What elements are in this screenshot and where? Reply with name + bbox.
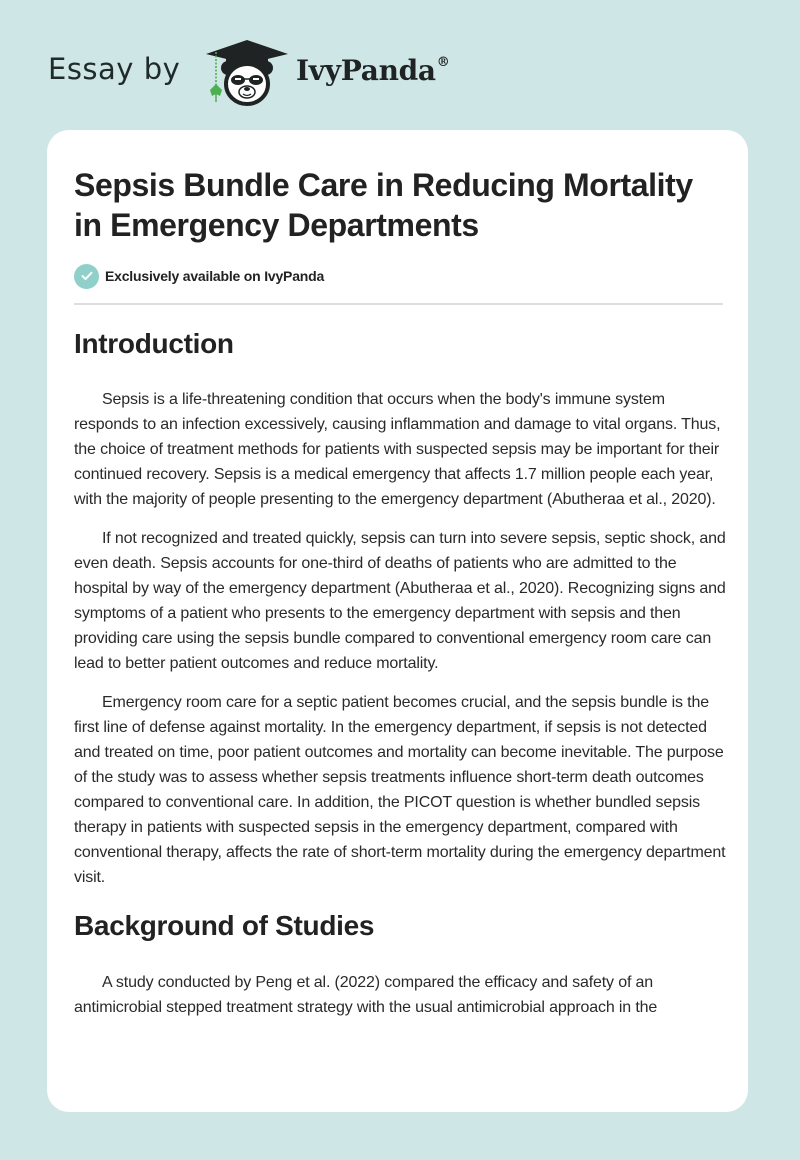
page-title: Sepsis Bundle Care in Reducing Mortality in Emergency Departments [74, 167, 693, 243]
essay-by-label: Essay by [48, 52, 181, 86]
divider [74, 303, 723, 305]
brand-name[interactable]: IvyPanda® [296, 54, 450, 87]
exclusive-badge [74, 263, 324, 289]
paragraph: Sepsis is a life-threatening condition that occurs when the body's immune system responds to an infection excessively, causing inflammation and damage to vital organs. Thus, the choice of treatment methods for patients with suspected sepsis may be important for their continued recovery. Sepsis is a medical emergency that affects 1.7 million people each year, with the majority of people presenting to the emergency department (Abutheraa et al., 2020). [74, 391, 721, 508]
paragraph: A study conducted by Peng et al. (2022) compared the efficacy and safety of an antimicrobial stepped treatment strategy with the usual antimicrobial approach in the [74, 974, 658, 1016]
paragraph: Emergency room care for a septic patient becomes crucial, and the sepsis bundle is the first line of defense against mortality. In the emergency department, if sepsis is not detected and treated on time, poor patient outcomes and mortality can become inevitable. The purpose of the study was to assess whether sepsis treatments influence short-term death outcomes compared to conventional care. In addition, the PICOT question is whether bundled sepsis therapy in patients with suspected sepsis in the emergency department, compared with conventional therapy, affects the rate of short-term mortality during the emergency department visit. [74, 694, 726, 886]
registered-mark: ® [436, 54, 450, 70]
section-heading-introduction: Introduction [74, 328, 234, 359]
paragraph: If not recognized and treated quickly, sepsis can turn into severe sepsis, septic shock, and even death. Sepsis accounts for one-third of deaths of patients who are admitted to the hospital by way of the emergency department (Abutheraa et al., 2020). Recognizing signs and symptoms of a patient who presents to the emergency department with sepsis and then providing care using the sepsis bundle compared to conventional emergency room care can lead to better patient outcomes and reduce mortality. [74, 530, 726, 672]
essay-body [74, 322, 726, 1020]
site-header [0, 0, 800, 130]
section-heading-background: Background of Studies [74, 910, 375, 941]
essay-card [47, 130, 748, 1112]
check-circle-icon [74, 264, 99, 289]
exclusive-text: Exclusively available on IvyPanda [105, 268, 325, 284]
panda-graduate-icon[interactable] [202, 36, 292, 108]
